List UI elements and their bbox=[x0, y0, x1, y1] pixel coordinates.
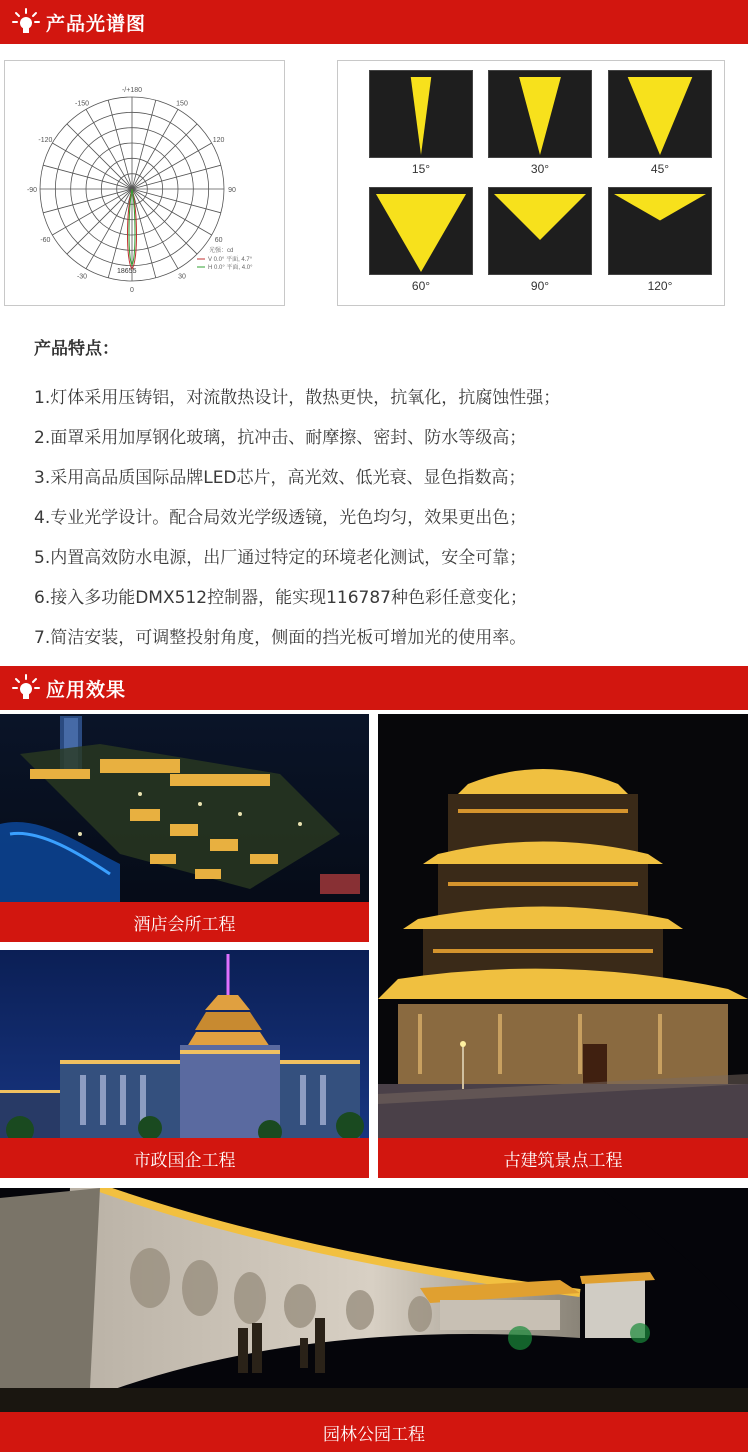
polar-spoke bbox=[86, 109, 132, 189]
beam-cone-graphic bbox=[608, 70, 712, 158]
beam-angle-item bbox=[608, 187, 712, 293]
beam-angle-item bbox=[369, 187, 473, 293]
lightbulb-icon bbox=[8, 666, 44, 710]
beam-cone bbox=[614, 194, 706, 221]
polar-angle-label: -150 bbox=[74, 100, 90, 108]
beam-cone-graphic bbox=[369, 70, 473, 158]
feature-list bbox=[34, 378, 734, 658]
feature-item: 6.接入多功能DMX512控制器，能实现116787种色彩任意变化； bbox=[34, 588, 527, 608]
beam-cone-graphic bbox=[488, 187, 592, 275]
polar-legend-v: V 0.0° 平面, 4.7° bbox=[208, 257, 253, 263]
polar-angle-label: 0 bbox=[130, 287, 134, 294]
photo-garden-park-project bbox=[0, 1188, 748, 1452]
beam-angle-item bbox=[488, 187, 592, 293]
polar-angle-label: -120 bbox=[38, 137, 53, 144]
polar-angle-label: -/+180 bbox=[121, 87, 143, 94]
polar-angle-label: 30 bbox=[178, 273, 186, 281]
polar-angle-label: 90 bbox=[228, 187, 236, 194]
photo-hotel-project bbox=[0, 714, 369, 942]
section-header-spectrum bbox=[0, 0, 748, 44]
beam-cone bbox=[628, 77, 693, 155]
polar-spoke bbox=[132, 189, 178, 269]
feature-item: 3.采用高品质国际品牌LED芯片，高光效、低光衰、显色指数高； bbox=[34, 468, 526, 488]
polar-spoke bbox=[52, 143, 132, 189]
photo-municipal-project bbox=[0, 950, 369, 1178]
beam-angle-label: 30° bbox=[530, 162, 550, 176]
polar-spoke bbox=[67, 124, 132, 189]
polar-legend-h: H 0.0° 平面, 4.0° bbox=[208, 265, 253, 271]
section-title: 应用效果 bbox=[46, 678, 127, 701]
beam-cone bbox=[411, 77, 432, 155]
feature-item: 7.简洁安装，可调整投射角度，侧面的挡光板可增加光的使用率。 bbox=[34, 628, 527, 648]
polar-spoke bbox=[132, 189, 197, 254]
polar-distribution-diagram bbox=[4, 60, 285, 306]
polar-spoke bbox=[132, 109, 178, 189]
section-title: 产品光谱图 bbox=[46, 12, 147, 35]
caption-ancient: 古建筑景点工程 bbox=[378, 1138, 748, 1178]
caption-hotel: 酒店会所工程 bbox=[0, 902, 369, 942]
feature-item: 5.内置高效防水电源，出厂通过特定的环境老化测试，安全可靠； bbox=[34, 548, 527, 568]
features-title: 产品特点： bbox=[34, 339, 119, 359]
polar-spoke bbox=[52, 189, 132, 235]
beam-angle-label: 45° bbox=[650, 162, 670, 176]
beam-angle-label: 120° bbox=[647, 279, 673, 293]
polar-angle-label: -90 bbox=[26, 187, 38, 194]
beam-angle-label: 90° bbox=[530, 279, 550, 293]
beam-angle-panel bbox=[337, 60, 725, 306]
beam-angle-item bbox=[369, 70, 473, 176]
lightbulb-icon bbox=[8, 0, 44, 44]
polar-spoke bbox=[132, 143, 212, 189]
photo-ancient-building-project bbox=[378, 714, 748, 1178]
caption-municipal: 市政国企工程 bbox=[0, 1138, 369, 1178]
polar-center-value: 18655 bbox=[117, 268, 137, 275]
beam-angle-label: 15° bbox=[411, 162, 431, 176]
section-header-application bbox=[0, 666, 748, 710]
polar-angle-label: -60 bbox=[40, 237, 51, 244]
beam-cone-graphic bbox=[369, 187, 473, 275]
beam-angle-label: 60° bbox=[411, 279, 431, 293]
caption-garden: 园林公园工程 bbox=[0, 1412, 748, 1452]
feature-item: 4.专业光学设计。配合局效光学级透镜，光色均匀，效果更出色； bbox=[34, 508, 527, 528]
beam-angle-item bbox=[488, 70, 592, 176]
product-features bbox=[34, 334, 734, 658]
polar-angle-label: 150 bbox=[176, 100, 188, 108]
feature-item: 2.面罩采用加厚钢化玻璃，抗冲击、耐摩擦、密封、防水等级高； bbox=[34, 428, 527, 448]
polar-spoke bbox=[132, 124, 197, 189]
beam-cone-graphic bbox=[488, 70, 592, 158]
polar-spoke bbox=[132, 189, 212, 235]
polar-angle-label: 120 bbox=[212, 137, 225, 144]
polar-spoke bbox=[67, 189, 132, 254]
beam-angle-item bbox=[608, 70, 712, 176]
beam-cone bbox=[519, 77, 561, 155]
polar-spoke bbox=[86, 189, 132, 269]
beam-cone bbox=[376, 194, 466, 272]
feature-item: 1.灯体采用压铸铝，对流散热设计，散热更快，抗氧化，抗腐蚀性强； bbox=[34, 388, 561, 408]
beam-cone-graphic bbox=[608, 187, 712, 275]
polar-angle-label: -30 bbox=[76, 273, 88, 281]
beam-cone bbox=[494, 194, 586, 240]
polar-legend-title: 光强：cd bbox=[209, 248, 234, 254]
polar-angle-label: 60 bbox=[214, 237, 223, 244]
